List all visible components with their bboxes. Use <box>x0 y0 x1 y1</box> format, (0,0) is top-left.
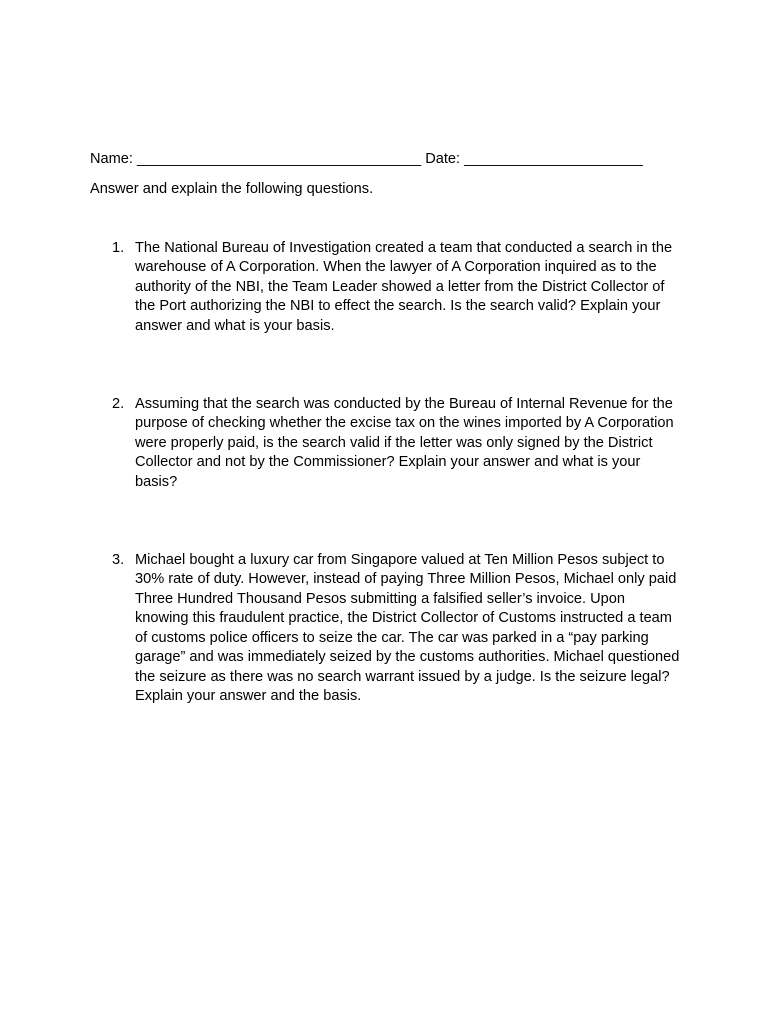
date-label: Date: <box>425 151 461 167</box>
question-item-2 <box>90 395 680 492</box>
name-label: Name: <box>90 151 133 167</box>
question-item-1 <box>90 239 680 336</box>
question-number: 1. <box>112 240 125 256</box>
name-blank: ___________________________________ <box>137 151 422 167</box>
question-number: 3. <box>112 552 125 569</box>
question-text: Michael bought a luxury car from Singapore valued at Ten Million Pesos subject to 30% rate of duty. However, instead of paying Three Million Pesos, Michael only paid Three Hundred Thousand Pesos submitting a falsified seller’s invoice. Upon knowing this fraudulent practice, the District Collector of Customs instructed a team of customs police officers to seize the car. The car was parked in a “pay parking garage” and was immediately seized by the customs authorities. Michael questioned the seizure as there was no search warrant issued by a judge. Is the seizure legal? Explain your answer and the basis. <box>135 552 680 704</box>
question-text: Assuming that the search was conducted by the Bureau of Internal Revenue for the purpose of checking whether the excise tax on the wines imported by A Corporation were properly paid, is the search valid if the letter was only signed by the District Collector and not by the Commissioner? Explain your answer and what is your basis? <box>135 396 674 490</box>
date-blank: ______________________ <box>464 151 643 167</box>
question-text: The National Bureau of Investigation created a team that conducted a search in the warehouse of A Corporation. When the lawyer of A Corporation inquired as to the authority of the NBI, the Team Leader showed a letter from the District Collector of the Port authorizing the NBI to effect the search. Is the search valid? Explain your answer and what is your basis. <box>135 240 673 334</box>
instructions-text: Answer and explain the following questions. <box>90 181 374 197</box>
question-item-3 <box>90 551 680 706</box>
question-list <box>90 239 690 765</box>
question-number: 2. <box>112 396 125 413</box>
name-date-line <box>90 150 690 169</box>
